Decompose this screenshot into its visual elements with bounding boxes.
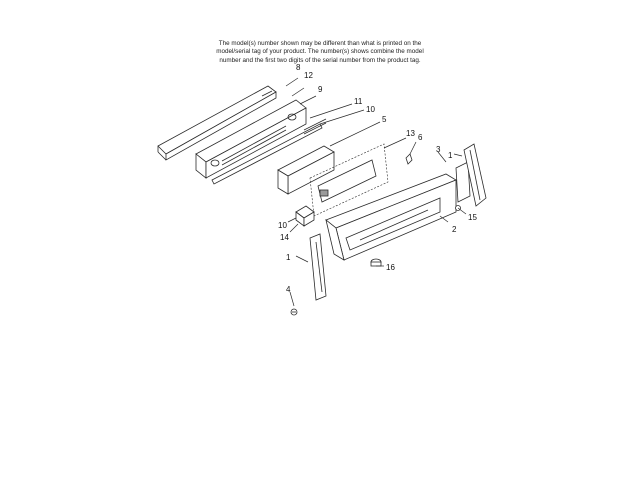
callout-11: 11 xyxy=(354,97,363,106)
disclaimer-line-2: model/serial tag of your product. The number(s) shows combine the model xyxy=(216,48,424,56)
callout-10a: 10 xyxy=(366,105,375,114)
disclaimer-line-1: The model(s) number shown may be different than what is printed on the xyxy=(218,40,422,47)
callout-9: 9 xyxy=(318,85,323,94)
callout-2: 2 xyxy=(452,225,457,234)
callout-8: 8 xyxy=(296,63,301,72)
disclaimer-line-3: number and the first two digits of the serial number from the product tag. xyxy=(219,56,421,64)
screw-4-part xyxy=(291,309,297,315)
callout-3: 3 xyxy=(436,145,441,154)
callout-13: 13 xyxy=(406,129,415,138)
callout-6: 6 xyxy=(418,133,423,142)
callout-12: 12 xyxy=(304,71,313,80)
callout-5: 5 xyxy=(382,115,387,124)
callout-16: 16 xyxy=(386,263,395,272)
switch-module-part xyxy=(296,206,314,226)
callout-10b: 10 xyxy=(278,221,287,230)
callout-15: 15 xyxy=(468,213,477,222)
callout-1b: 1 xyxy=(286,253,291,262)
callout-14: 14 xyxy=(280,233,289,242)
knob-part xyxy=(371,259,381,266)
side-trim-left-part xyxy=(310,234,326,300)
callout-1a: 1 xyxy=(448,151,453,160)
clip-part xyxy=(406,154,412,164)
callout-4: 4 xyxy=(286,285,291,294)
